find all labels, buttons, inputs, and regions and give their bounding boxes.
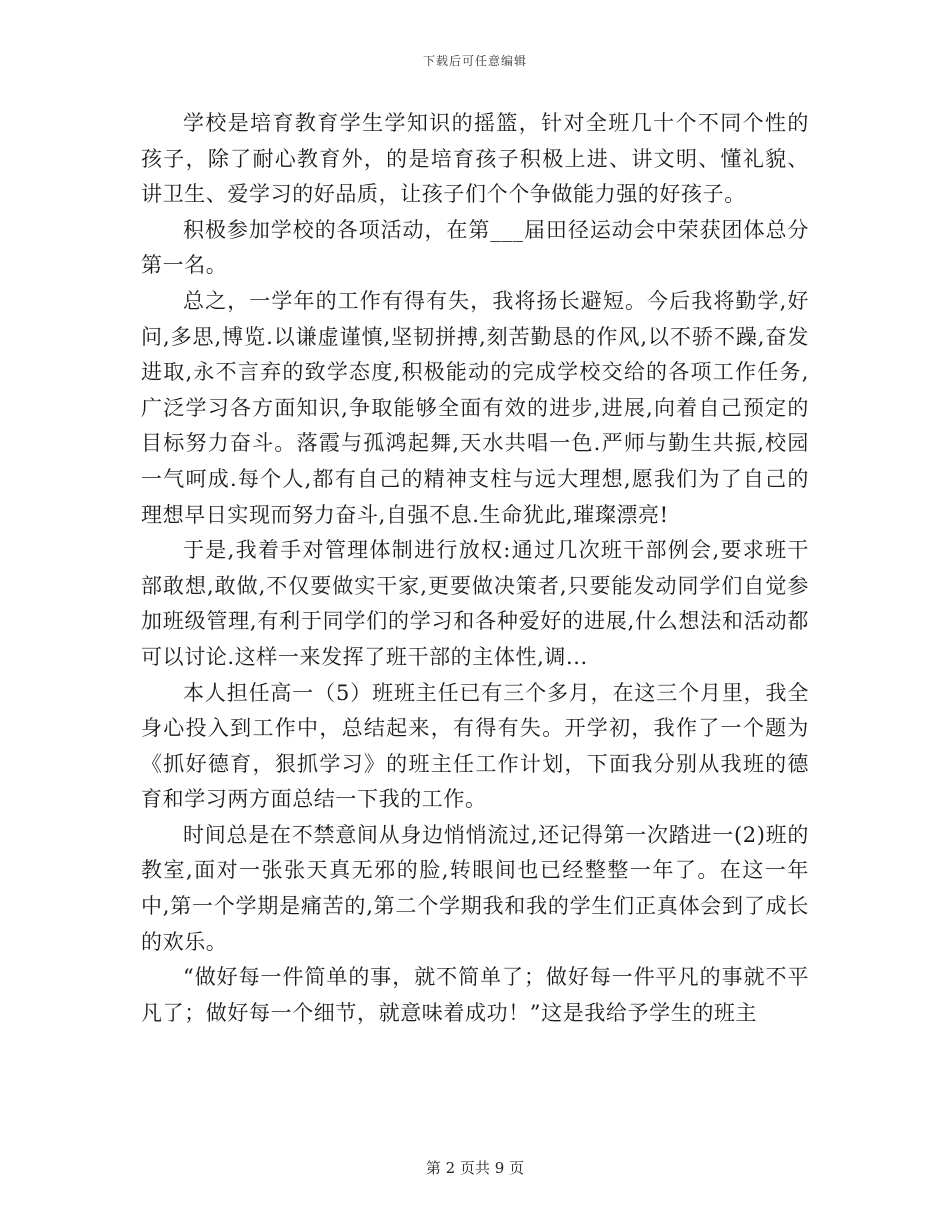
paragraph-5: 本人担任高一（5）班班主任已有三个多月，在这三个月里，我全身心投入到工作中，总结起来，有得有失。开学初，我作了一个题为《抓好德育，狠抓学习》的班主任工作计划，下面我分别从我班的德育和学习两方面总结一下我的工作。 [141,680,809,812]
paragraph-7: “做好每一件简单的事，就不简单了；做好每一件平凡的事就不平凡了；做好每一个细节，就意味着成功！”这是我给予学生的班主 [141,965,809,1025]
paragraph-4: 于是,我着手对管理体制进行放权:通过几次班干部例会,要求班干部敢想,敢做,不仅要做实干家,更要做决策者,只要能发动同学们自觉参加班级管理,有利于同学们的学习和各种爱好的进展,什么想法和活动都可以讨论.这样一来发挥了班干部的主体性,调... [141,538,809,669]
page-number: 第 2 页共 9 页 [425,1159,525,1177]
paragraph-6: 时间总是在不禁意间从身边悄悄流过,还记得第一次踏进一(2)班的教室,面对一张张天真无邪的脸,转眼间也已经整整一年了。在这一年中,第一个学期是痛苦的,第二个学期我和我的学生们正真体会到了成长的欢乐。 [141,822,809,954]
paragraph-2: 积极参加学校的各项活动，在第___届田径运动会中荣获团体总分第一名。 [141,217,809,278]
page-header-note: 下载后可任意编辑 [422,54,527,68]
paragraph-3: 总之，一学年的工作有得有失，我将扬长避短。今后我将勤学,好问,多思,博览.以谦虚谨慎,坚韧拼搏,刻苦勤恳的作风,以不骄不躁,奋发进取,永不言弃的致学态度,积极能动的完成学校交给的各项工作任务,广泛学习各方面知识,争取能够全面有效的进步,进展,向着自己预定的目标努力奋斗。落霞与孤鸿起舞,天水共唱一色.严师与勤生共振,校园一气呵成.每个人,都有自己的精神支柱与远大理想,愿我们为了自己的理想早日实现而努力奋斗,自强不息.生命犹此,璀璨漂亮! [141,288,809,527]
paragraph-1: 学校是培育教育学生学知识的摇篮，针对全班几十个不同个性的孩子，除了耐心教育外，的是培育孩子积极上进、讲文明、懂礼貌、讲卫生、爱学习的好品质，让孩子们个个争做能力强的好孩子。 [141,111,809,207]
document-body [141,106,809,1031]
